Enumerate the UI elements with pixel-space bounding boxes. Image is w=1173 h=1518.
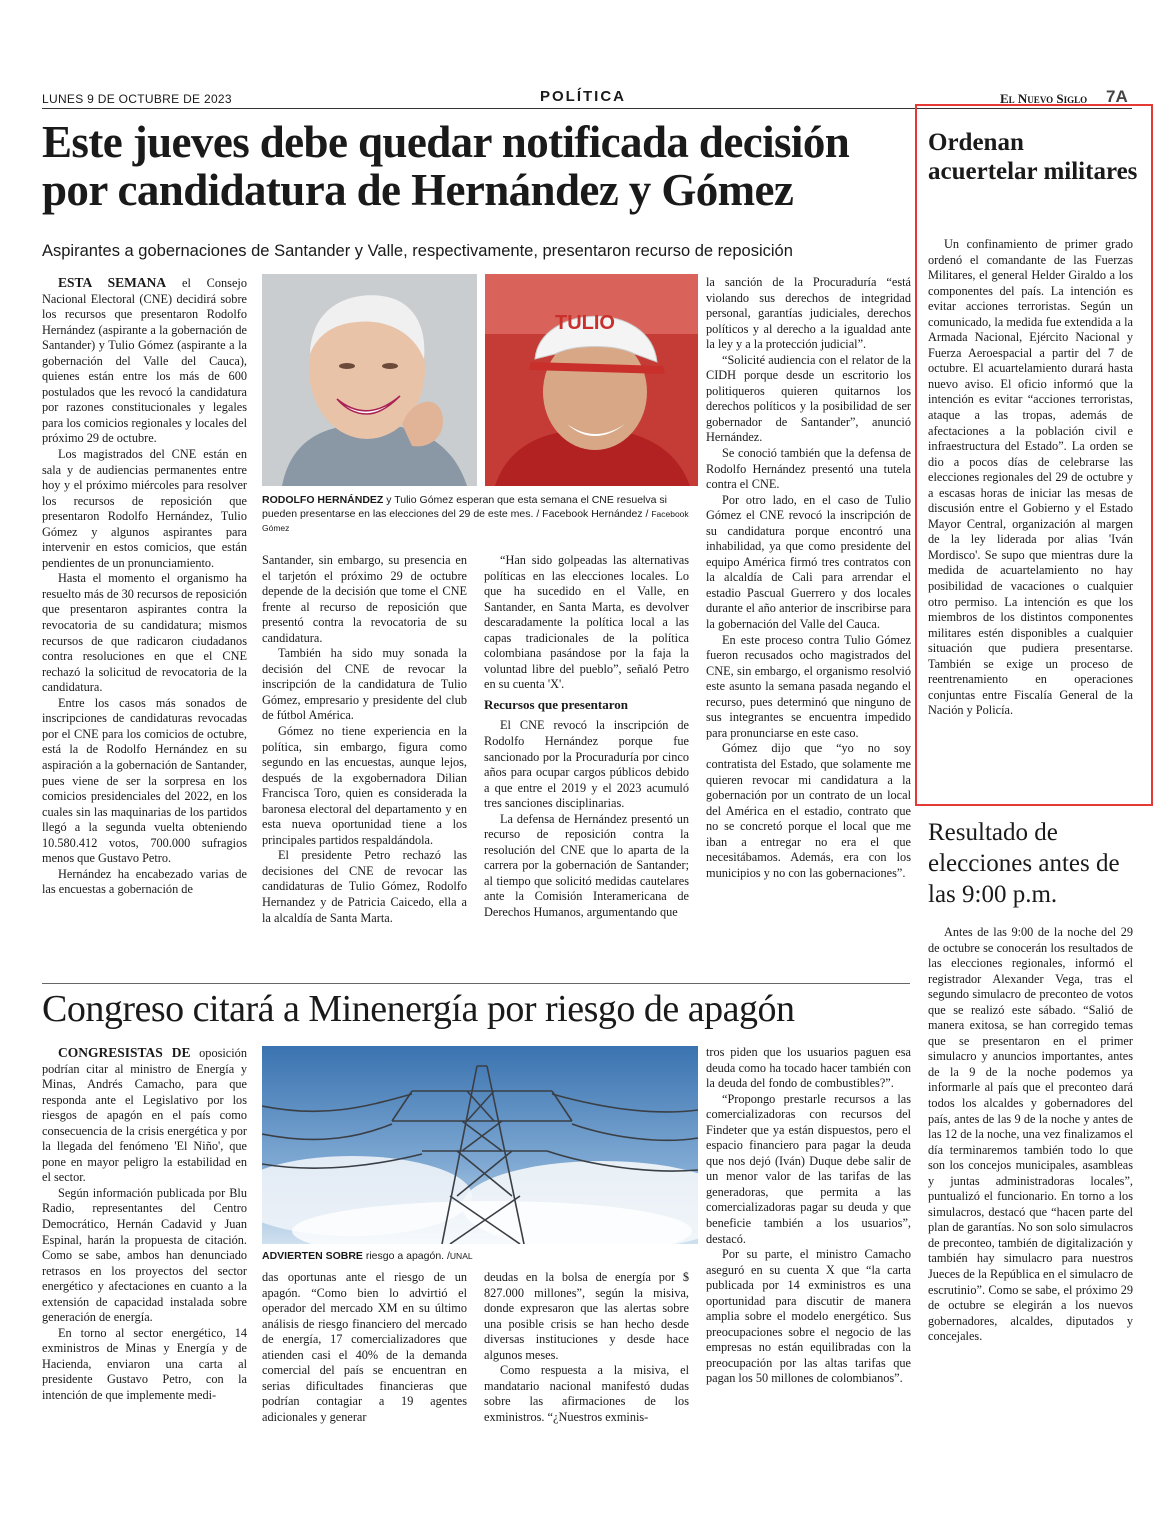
main-column-4	[706, 275, 911, 881]
paragraph: Hasta el momento el organismo ha resuelto más de 30 recursos de reposición que presentaron aspirantes contra la revocatoria de su candidatura; mismos recursos de que radicaron ciudadanos contra resoluciones en que el CNE rechazó la solicitud de revocatoria de la candidatura.	[42, 571, 247, 695]
paragraph: tros piden que los usuarios paguen esa deuda como ha tocado hacer también con la deuda del fondo de combustibles?”.	[706, 1045, 911, 1091]
paragraph: “Han sido golpeadas las alternativas políticas en las elecciones locales. Lo que ha sucedido en el Valle, en Santander, en Santa Marta, es devolver descaradamente la política local a las capas tradicionales de la política colombiana pasándose por la faja la voluntad libre del pueblo”, señaló Petro en su cuenta 'X'.	[484, 553, 689, 692]
section-divider	[42, 983, 910, 984]
main-column-1	[42, 275, 247, 898]
section-name: POLÍTICA	[540, 88, 626, 105]
lead-in: CONGRESISTAS DE	[58, 1045, 191, 1060]
sidebar-story-1-body	[928, 237, 1133, 719]
paragraph: Como respuesta a la misiva, el mandatario nacional manifestó dudas sobre las afirmaciones de los exministros. “¿Nuestros exminis-	[484, 1363, 689, 1424]
subhead: Recursos que presentaron	[484, 696, 628, 712]
main-subheadline: Aspirantes a gobernaciones de Santander y Valle, respectivamente, presentaron recurso de reposición	[42, 242, 793, 260]
sidebar-story-2-body	[928, 925, 1133, 1345]
photo-power-tower	[262, 1046, 698, 1244]
photo-tulio-gomez	[485, 274, 698, 486]
main-column-2	[262, 553, 467, 926]
paragraph: El presidente Petro rechazó las decisiones del CNE de revocar las candidaturas de Tulio Gómez, Rodolfo Hernandez y de Patricia Caicedo, ella a la alcaldía de Santa Marta.	[262, 848, 467, 925]
paragraph: Gómez dijo que “yo no soy contratista del Estado, que solamente me quieren revocar mi candidatura a la gobernación por un contrato de un local del América en el estadio, contrato que no se concretó porque el local que me iban a entregar no era el que necesitábamos. Además, era con los municipios y no con las gobernaciones”.	[706, 741, 911, 880]
caption-credit: UNAL	[449, 1251, 473, 1261]
second-column-2	[262, 1270, 467, 1425]
caption-lead: RODOLFO HERNÁNDEZ	[262, 494, 384, 506]
cap-logo-text: TULIO	[555, 312, 615, 334]
paragraph: En este proceso contra Tulio Gómez fueron recusados ocho magistrados del CNE, sin embargo, el organismo resolvió este asunto la semana pasada negando el recurso, pues determinó que ninguno de sus integrantes se encuentra impedido para pronunciarse en este caso.	[706, 632, 911, 740]
portrait-illustration	[262, 274, 477, 486]
paragraph: “Solicité audiencia con el relator de la CIDH porque desde un escritorio los politiqueros quieren quitarnos los derechos políticos y la posibilidad de ser gobernador de Santander”, anunció Hernández.	[706, 352, 911, 445]
paragraph: oposición podrían citar al ministro de Energía y Minas, Andrés Camacho, para que responda ante el Legislativo por los riesgos de apagón en el país como consecuencia de la crisis energética y por la llegada del fenómeno 'El Niño', que pone en mayor peligro la estabilidad en el sector.	[42, 1046, 247, 1185]
second-column-3	[484, 1270, 689, 1425]
paragraph: Se conoció también que la defensa de Rodolfo Hernández presentó una tutela contra el CNE.	[706, 446, 911, 492]
paragraph: La defensa de Hernández presentó un recurso de reposición contra la resolución del CNE que lo aparta de la carrera por la gobernación de Santander; al tiempo que solicitó medidas cautelares ante la Comisión Interamericana de Derechos Humanos, argumentando que	[484, 811, 689, 920]
paragraph: Por otro lado, en el caso de Tulio Gómez el CNE revocó la inscripción de su candidatura porque encontró una inhabilidad, ya que como presidente del equipo América firmó tres contratos con la alcaldía de Cali para arrendar el estadio Pascual Guerrero y dos locales durante el año anterior de inscribirse para la gobernación del Valle del Cauca.	[706, 492, 911, 632]
second-column-1	[42, 1045, 247, 1404]
paragraph: la sanción de la Procuraduría “está violando sus derechos de integridad personal, garantías judiciales, derechos políticos y al derecho a la igualdad ante la ley y a la protección judicial”.	[706, 275, 911, 352]
paragraph: En torno al sector energético, 14 exministros de Minas y Energía y de Hacienda, enviaron una carta al presidente Gustavo Petro, con la intención de que implemente medi-	[42, 1325, 247, 1403]
paragraph: das oportunas ante el riesgo de un apagón. “Como bien lo advirtió el operador del mercado XM en su último análisis de riesgo financiero del mercado de energía, 17 comercializadores que atienden casi el 40% de la demanda comercial del país se encuentran en serias dificultades financieras que podrían contagiar a 19 agentes adicionales y generar	[262, 1270, 467, 1424]
sidebar-headline-1: Ordenan acuertelar militares	[928, 129, 1138, 185]
paragraph: Gómez no tiene experiencia en la política, sin embargo, figura como segundo en las encuestas, aunque lejos, después de la exgobernadora Dilian Francisca Toro, quien es considerada la baronesa electoral del departamento y en esta nueva oportunidad tiene a los principales partidos respaldándola.	[262, 724, 467, 847]
second-headline: Congreso citará a Minenergía por riesgo de apagón	[42, 988, 795, 1030]
paragraph: Los magistrados del CNE están en sala y de audiencias permanentes entre hoy y el próximo miércoles para resolver los recursos de reposición que presentaron Rodolfo Hernández, Tulio Gómez y algunos aspirantes para intervenir en estos comicios, que están pendientes de un pronunciamiento.	[42, 447, 247, 570]
paragraph: Santander, sin embargo, su presencia en el tarjetón el próximo 29 de octubre depende de la decisión que tome el CNE frente al recurso de reposición que presentó contra la revocatoria de su candidatura.	[262, 553, 467, 645]
paragraph: deudas en la bolsa de energía por $ 827.000 millones”, según la misiva, donde expresaron que las alertas sobre una posible crisis se han hecho desde diversas instituciones y desde hace algunos meses.	[484, 1270, 689, 1362]
issue-date: LUNES 9 DE OCTUBRE DE 2023	[42, 92, 232, 106]
page-number: 7A	[1106, 87, 1128, 106]
photo-rodolfo-hernandez	[262, 274, 477, 486]
paragraph: Por su parte, el ministro Camacho aseguró en su cuenta X que “la carta publicada por 14 exministros es una oportunidad para discutir de manera amplia sobre el modelo energético. Sus preocupaciones sobre el negocio de las empresas no están equilibradas con la preocupación por las altas tarifas que pagan los 50 millones de colombianos”.	[706, 1247, 911, 1386]
transmission-tower-illustration	[262, 1046, 698, 1244]
lead-in: ESTA SEMANA	[58, 275, 167, 290]
paragraph: Hernández ha encabezado varias de las encuestas a gobernación de	[42, 866, 247, 897]
sidebar-headline-2: Resultado de elecciones antes de las 9:00 p.m.	[928, 819, 1120, 908]
portrait-illustration	[485, 274, 698, 486]
paragraph: El CNE revocó la inscripción de Rodolfo Hernández porque fue sancionado por la Procuraduría por cinco años para ocupar cargos públicos debido a que entre el 2019 y el 2023 acumuló tres sanciones disciplinarias.	[484, 718, 689, 811]
second-photo-caption	[262, 1249, 698, 1263]
main-photo-caption	[262, 493, 700, 535]
main-headline: Este jueves debe quedar notificada decisión por candidatura de Hernández y Gómez	[42, 117, 850, 215]
main-column-3	[484, 553, 689, 921]
paragraph: “Propongo prestarle recursos a las comercializadoras con recursos del Findeter que ya están dispuestos, pero el espacio financiero para pagar la deuda que nos dejó (Iván) Duque debe salir de un menor valor de las tarifas de las generadoras, que permita a las comercializadoras pagar su deuda y que beneficie también a los usuarios”, destacó.	[706, 1091, 911, 1246]
paragraph: También ha sido muy sonada la decisión del CNE de revocar la inscripción de la candidatura de Tulio Gómez, empresario y presidente del club de fútbol América.	[262, 646, 467, 723]
caption-lead: ADVIERTEN SOBRE	[262, 1250, 363, 1262]
paragraph: Según información publicada por Blu Radio, representantes del Centro Democrático, Hernán Cadavid y Juan Espinal, harán la propuesta de citación. Como se sabe, ambos han denunciado retrasos en los proyectos del sector energético y afectaciones en cuanto a la extensión de capacidad instalada sobre generación de energía.	[42, 1185, 247, 1325]
paragraph: Un confinamiento de primer grado ordenó el comandante de las Fuerzas Militares, el general Helder Giraldo a los componentes del país. La intención es evitar acciones terroristas. Según un comunicado, la medida fue extendida a la Armada Nacional, Ejército Nacional y Fuerza Aeroespacial a partir del 7 de octubre. El acuartelamiento durará hasta nuevo aviso. El oficio informó que la intención es evitar “acciones terroristas, ataque a las tropas, además de afectaciones a la población civil e infraestructura del Estado”. La orden se dio a pocos días de celebrarse las elecciones regionales del 29 de octubre y a escasas horas de iniciar las mesas de discusión entre el Gobierno y el Estado Mayor Central, organización al margen de la ley liderada por alias 'Iván Mordisco'. Se supo que mientras dure la medida de acuartelamiento no hay posibilidad de vacaciones o cualquier otro permiso. La intención es que los miembros de los distintos componentes militares estén disponibles a cualquier situación que pudiera presentarse. También se exige un proceso de reentrenamiento en operaciones conjuntas entre Fiscalía General de la Nación y Policía.	[928, 237, 1133, 718]
caption-text: riesgo a apagón. /	[362, 1250, 450, 1262]
caption-credit: Facebook Gómez	[262, 509, 689, 533]
second-column-4	[706, 1045, 911, 1387]
newspaper-name: El Nuevo Siglo	[1000, 91, 1088, 106]
paragraph: Entre los casos más sonados de inscripciones de candidaturas revocadas por el CNE para los comicios de octubre, está la de Rodolfo Hernández en su aspiración a la gobernación de Santander, pues viene de ser la sorpresa en los comicios presidenciales del 2022, en los cuales sin las maquinarias de los partidos llegó a la segunda vuelta obteniendo 10.580.412 votos, 700.000 sufragios menos que Gustavo Petro.	[42, 695, 247, 866]
paragraph: el Consejo Nacional Electoral (CNE) decidirá sobre los recursos que presentaron Rodolfo Hernández (aspirante a la gobernación de Santander) y Tulio Gómez (aspirante a la gobernación del Valle del Cauca), quienes están entre los más de 600 postulados que les revocó la candidatura por razones constitucionales y legales para los comicios regionales y locales del próximo 29 de octubre.	[42, 276, 247, 446]
paragraph: Antes de las 9:00 de la noche del 29 de octubre se conocerán los resultados de las elecciones regionales, informó el registrador Alexander Vega, tras el segundo simulacro de preconteo de votos que se realizó este sábado. “Salió de manera exitosa, se han corregido temas que se presentaron en el primer simulacro y anuncios importantes, antes de la 9 de la noche podemos ya informarle al país que el preconteo dará todos los alcaldes y gobernadores del país, antes de las 9 de la noche y antes de las 12 de la noche, una vez finalizamos el día terminaremos también todo lo que son los concejos municipales, asambleas y juntas administradoras locales”, puntualizó el funcionario. En torno a los simulacros, destacó que “hacen parte del plan de garantías. No son solo simulacros de preconteo, también de digitalización y también hay simulacro para nuestros Jueces de la República en el simulacro de escrutinio”. Como se sabe, el próximo 29 de octubre se elegirán a los nuevos gobernadores, alcaldes, diputados y concejales.	[928, 925, 1133, 1344]
caption-text: y Tulio Gómez esperan que esta semana el CNE resuelva si pueden presentarse en las elecciones del 29 de este mes. / Facebook Hernández /	[262, 494, 667, 520]
